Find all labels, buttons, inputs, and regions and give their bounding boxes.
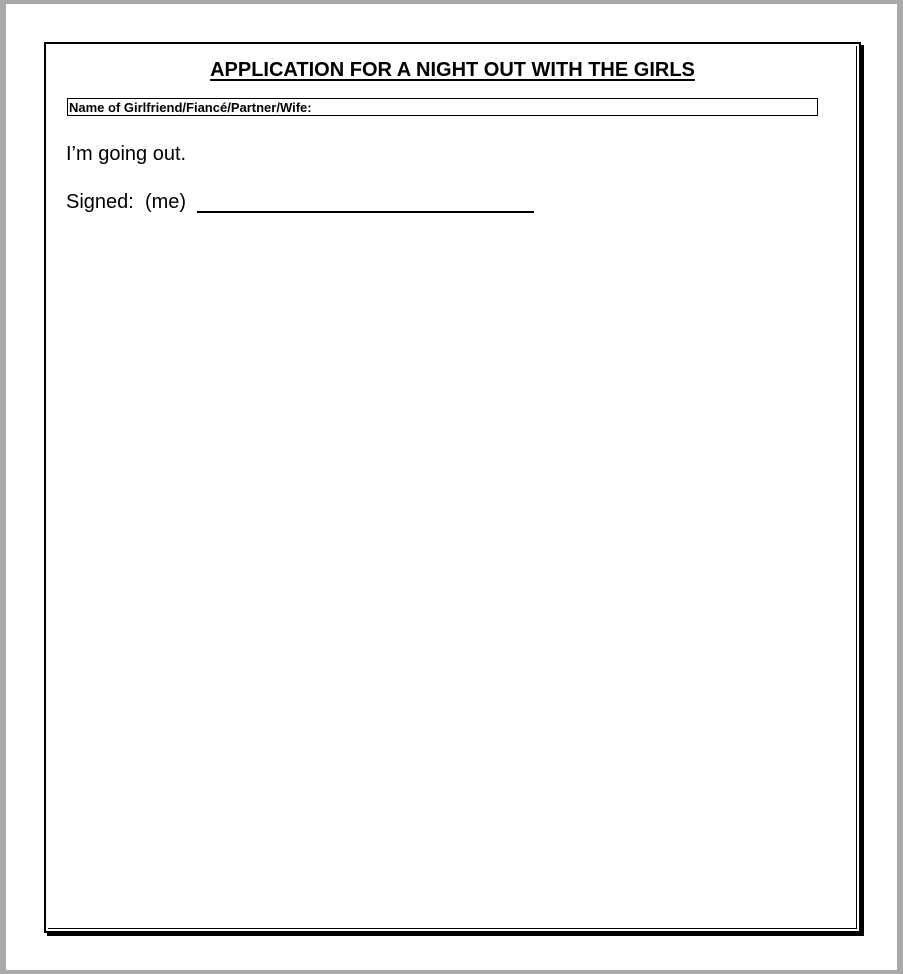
signed-label: Signed: [66,191,134,213]
page-border [44,42,861,933]
document-title: APPLICATION FOR A NIGHT OUT WITH THE GIRLS [210,59,695,81]
signature-line[interactable] [197,191,534,213]
partner-name-label: Name of Girlfriend/Fiancé/Partner/Wife: [69,100,312,115]
statement-text: I’m going out. [66,143,187,165]
partner-name-field[interactable] [67,98,818,116]
document-page [6,4,897,970]
page-border-inner [48,46,857,929]
signature-row [66,190,534,214]
signed-qualifier: (me) [144,191,187,213]
